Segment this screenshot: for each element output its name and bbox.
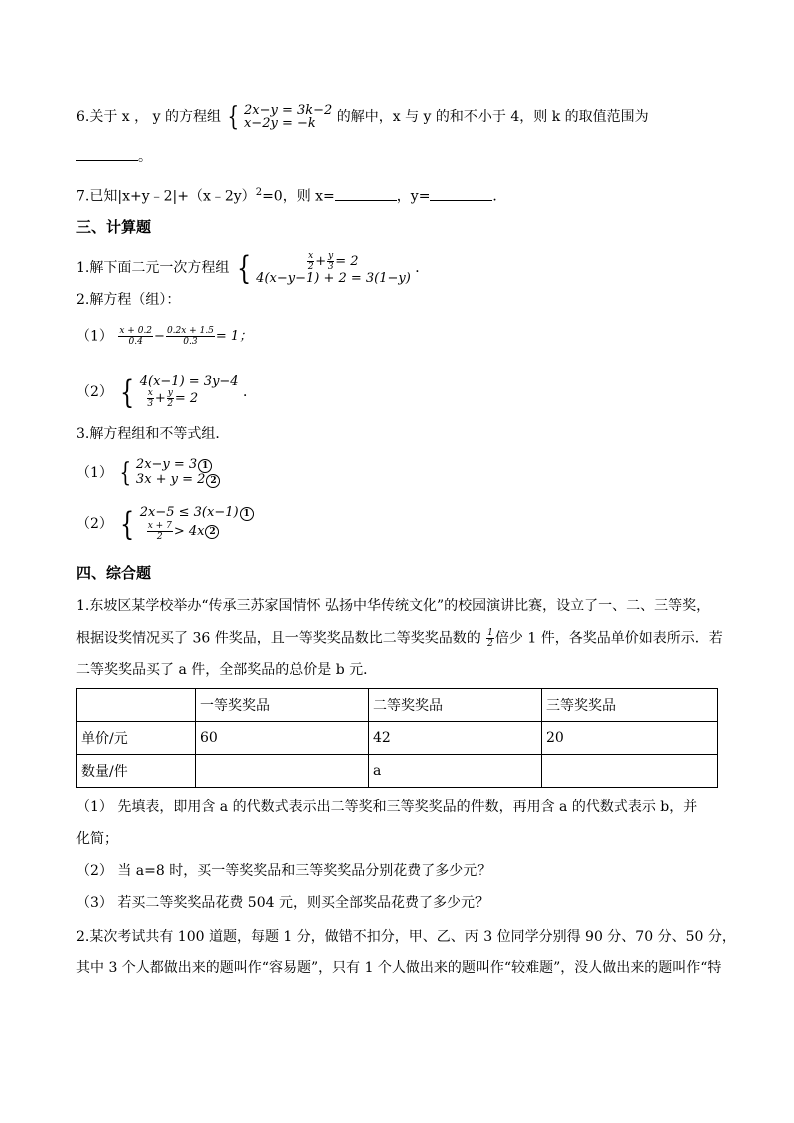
- circled-number: 2: [206, 474, 220, 488]
- table-cell: 20: [542, 722, 718, 755]
- problem-1-sub-3: （3） 若买二等奖奖品花费 504 元，则买全部奖品花费了多少元？: [76, 895, 489, 911]
- calc-question-2-title: 2.解方程（组）：: [76, 292, 181, 308]
- calc-question-1: 1.解下面二元一次方程组 { $\frac{x}{2}$ + $\frac{y}{3}$ = 2 4(x−y−1) + 2 = 3(1−y) ．: [76, 249, 430, 287]
- table-header-cell: 一等奖奖品: [196, 689, 369, 722]
- calc-question-3-title: 3.解方程组和不等式组．: [76, 426, 230, 442]
- problem-1-line-2: 根据设奖情况买了 36 件奖品，且一等奖奖品数比二等奖奖品数的 $\frac{1}{2}$ 倍少 1 件，各奖品单价如表所示．若: [76, 628, 723, 649]
- section-heading-4: 四、综合题: [76, 564, 152, 582]
- table-cell: 数量/件: [77, 755, 196, 788]
- table-cell: 单价/元: [77, 722, 196, 755]
- question-6: 6.关于 x ， y 的方程组 { 2x−y = 3k−2 x−2y = −k 的解中，x 与 y 的和不小于 4，则 k 的取值范围为: [76, 102, 649, 132]
- question-7: 7.已知|x+y﹣2|+（x﹣2y）$^2$=0，则 x= ，y= ．: [76, 187, 507, 205]
- calc-question-3-part-2: （2） { 2x−5 ≤ 3(x−1) 1 $\frac{x + 7}{2}$ > 4x 2: [76, 506, 254, 542]
- section-heading-3: 三、计算题: [76, 218, 152, 236]
- problem-1-line-3: 二等奖奖品买了 a 件，全部奖品的总价是 b 元．: [76, 662, 378, 678]
- circled-number: 1: [240, 507, 254, 521]
- table-header-row: [77, 689, 718, 722]
- calc-question-2-part-2: （2） { 4(x−1) = 3y−4 $\frac{x}{3}$ + $\frac{y}{2}$ = 2 ．: [76, 373, 258, 411]
- table-header-cell: 二等奖奖品: [369, 689, 542, 722]
- problem-1-line-1: 1.东坡区某学校举办“传承三苏家国情怀 弘扬中华传统文化”的校园演讲比赛，设立了一、二、三等奖，: [76, 598, 711, 614]
- table-cell: a: [369, 755, 542, 788]
- answer-blank-y[interactable]: [430, 186, 492, 201]
- table-header-cell: [77, 689, 196, 722]
- equation-system: { 2x−y = 3k−2 x−2y = −k: [227, 102, 333, 132]
- problem-1-sub-1: （1） 先填表，即用含 a 的代数式表示出二等奖和三等奖奖品的件数，再用含 a 的代数式表示 b，并: [76, 799, 698, 815]
- circled-number: 1: [198, 459, 212, 473]
- calc-question-3-part-1: （1） { 2x−y = 3 1 3x + y = 2 2: [76, 458, 220, 488]
- prize-price-table: [76, 688, 718, 788]
- table-row: [77, 722, 718, 755]
- table-header-cell: 三等奖奖品: [542, 689, 718, 722]
- answer-blank[interactable]: [76, 146, 138, 161]
- problem-2-line-2: 其中 3 个人都做出来的题叫作“容易题”，只有 1 个人做出来的题叫作“较难题”，没人做出来的题叫作“特: [76, 960, 722, 976]
- table-cell-fill-in[interactable]: [196, 755, 369, 788]
- problem-2-line-1: 2.某次考试共有 100 道题，每题 1 分，做错不扣分，甲、乙、丙 3 位同学分别得 90 分、70 分、50 分，: [76, 929, 736, 945]
- question-6-answer: 。: [76, 146, 152, 167]
- table-cell: 42: [369, 722, 542, 755]
- calc-question-2-part-1: （1） $\frac{x + 0.2}{0.4}$ − $\frac{0.2x + 1.5}{0.3}$ = 1；: [76, 326, 253, 347]
- table-cell-fill-in[interactable]: [542, 755, 718, 788]
- problem-1-sub-1-cont: 化简；: [76, 831, 118, 847]
- answer-blank-x[interactable]: [335, 186, 397, 201]
- equation-system: { $\frac{x}{2}$ + $\frac{y}{3}$ = 2 4(x−y−1) + 2 = 3(1−y): [236, 249, 411, 287]
- circled-number: 2: [205, 525, 219, 539]
- table-cell: 60: [196, 722, 369, 755]
- problem-1-sub-2: （2） 当 a=8 时，买一等奖奖品和三等奖奖品分别花费了多少元？: [76, 863, 492, 879]
- table-row: [77, 755, 718, 788]
